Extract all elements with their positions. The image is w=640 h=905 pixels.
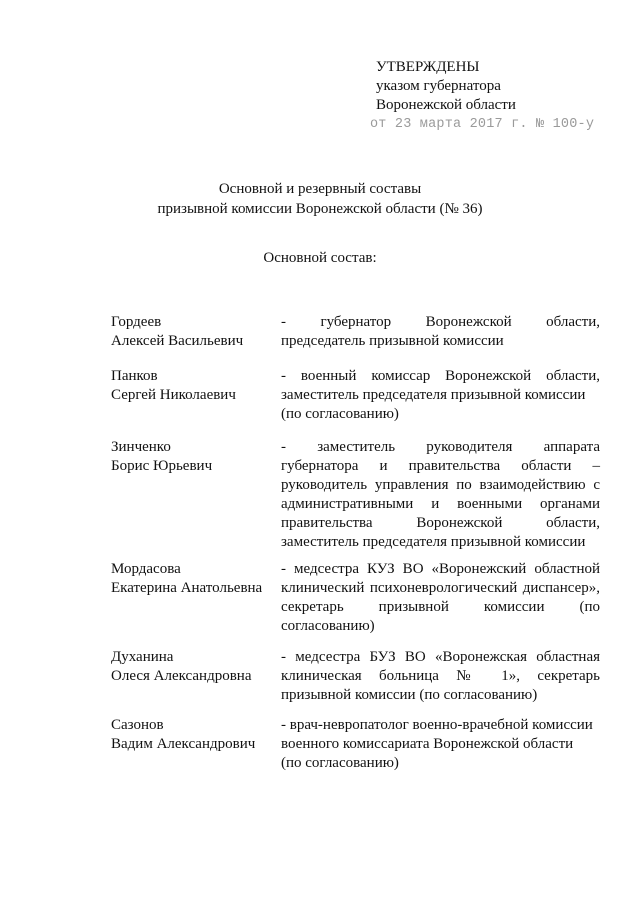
member-name — [111, 367, 281, 405]
member-given-names: Алексей Васильевич — [111, 333, 244, 349]
role-line: - медсестра КУЗ ВО «Воронежский областной — [281, 561, 600, 577]
member-surname: Панков — [111, 368, 158, 384]
role-line: заместитель председателя призывной комиссии — [281, 387, 586, 403]
role-line: правительства Воронежской области, — [281, 515, 600, 531]
member-role — [281, 648, 600, 705]
approval-decree: указом губернатора — [376, 78, 501, 94]
role-line: клиническая больница № 1», секретарь — [281, 668, 600, 684]
role-line: (по согласованию) — [281, 755, 399, 771]
member-role — [281, 438, 600, 552]
role-line: (по согласованию) — [281, 406, 399, 422]
member-role — [281, 560, 600, 636]
role-line: - врач-невропатолог военно-врачебной комиссии — [281, 717, 593, 733]
member-surname: Гордеев — [111, 314, 162, 330]
approval-heading: УТВЕРЖДЕНЫ — [376, 59, 480, 75]
member-surname: Мордасова — [111, 561, 181, 577]
member-name — [111, 560, 281, 598]
approval-date-stamp: от 23 марта 2017 г. № 100-у — [370, 117, 595, 132]
member-given-names: Екатерина Анатольевна — [111, 580, 263, 596]
member-role — [281, 716, 600, 773]
member-given-names: Сергей Николаевич — [111, 387, 236, 403]
member-surname: Зинченко — [111, 439, 171, 455]
role-line: военного комиссариата Воронежской области — [281, 736, 574, 752]
member-name — [111, 438, 281, 476]
member-role — [281, 313, 600, 351]
member-name — [111, 648, 281, 686]
approval-block — [370, 58, 595, 134]
member-surname: Сазонов — [111, 717, 164, 733]
role-line: согласованию) — [281, 618, 375, 634]
member-name — [111, 313, 281, 351]
member-given-names: Олеся Александровна — [111, 668, 252, 684]
role-line: губернатора и правительства области – — [281, 458, 600, 474]
document-title — [0, 179, 640, 219]
member-name — [111, 716, 281, 754]
role-line: секретарь призывной комиссии (по — [281, 599, 600, 615]
role-line: председатель призывной комиссии — [281, 333, 504, 349]
role-line: руководитель управления по взаимодействию с — [281, 477, 600, 493]
role-line: административными и военными органами — [281, 496, 600, 512]
member-role — [281, 367, 600, 424]
role-line: заместитель председателя призывной комиссии — [281, 534, 586, 550]
role-line: - губернатор Воронежской области, — [281, 314, 600, 330]
title-line-1: Основной и резервный составы — [218, 181, 422, 197]
section-heading: Основной состав: — [263, 250, 377, 266]
role-line: призывной комиссии (по согласованию) — [281, 687, 538, 703]
role-line: - медсестра БУЗ ВО «Воронежская областная — [281, 649, 600, 665]
role-line: - заместитель руководителя аппарата — [281, 439, 600, 455]
role-line: клинический психоневрологический диспансер», — [281, 580, 600, 596]
title-line-2: призывной комиссии Воронежской области (№ 36) — [157, 201, 483, 217]
member-given-names: Вадим Александрович — [111, 736, 256, 752]
role-line: - военный комиссар Воронежской области, — [281, 368, 600, 384]
member-given-names: Борис Юрьевич — [111, 458, 213, 474]
member-surname: Духанина — [111, 649, 174, 665]
approval-region: Воронежской области — [376, 97, 516, 113]
